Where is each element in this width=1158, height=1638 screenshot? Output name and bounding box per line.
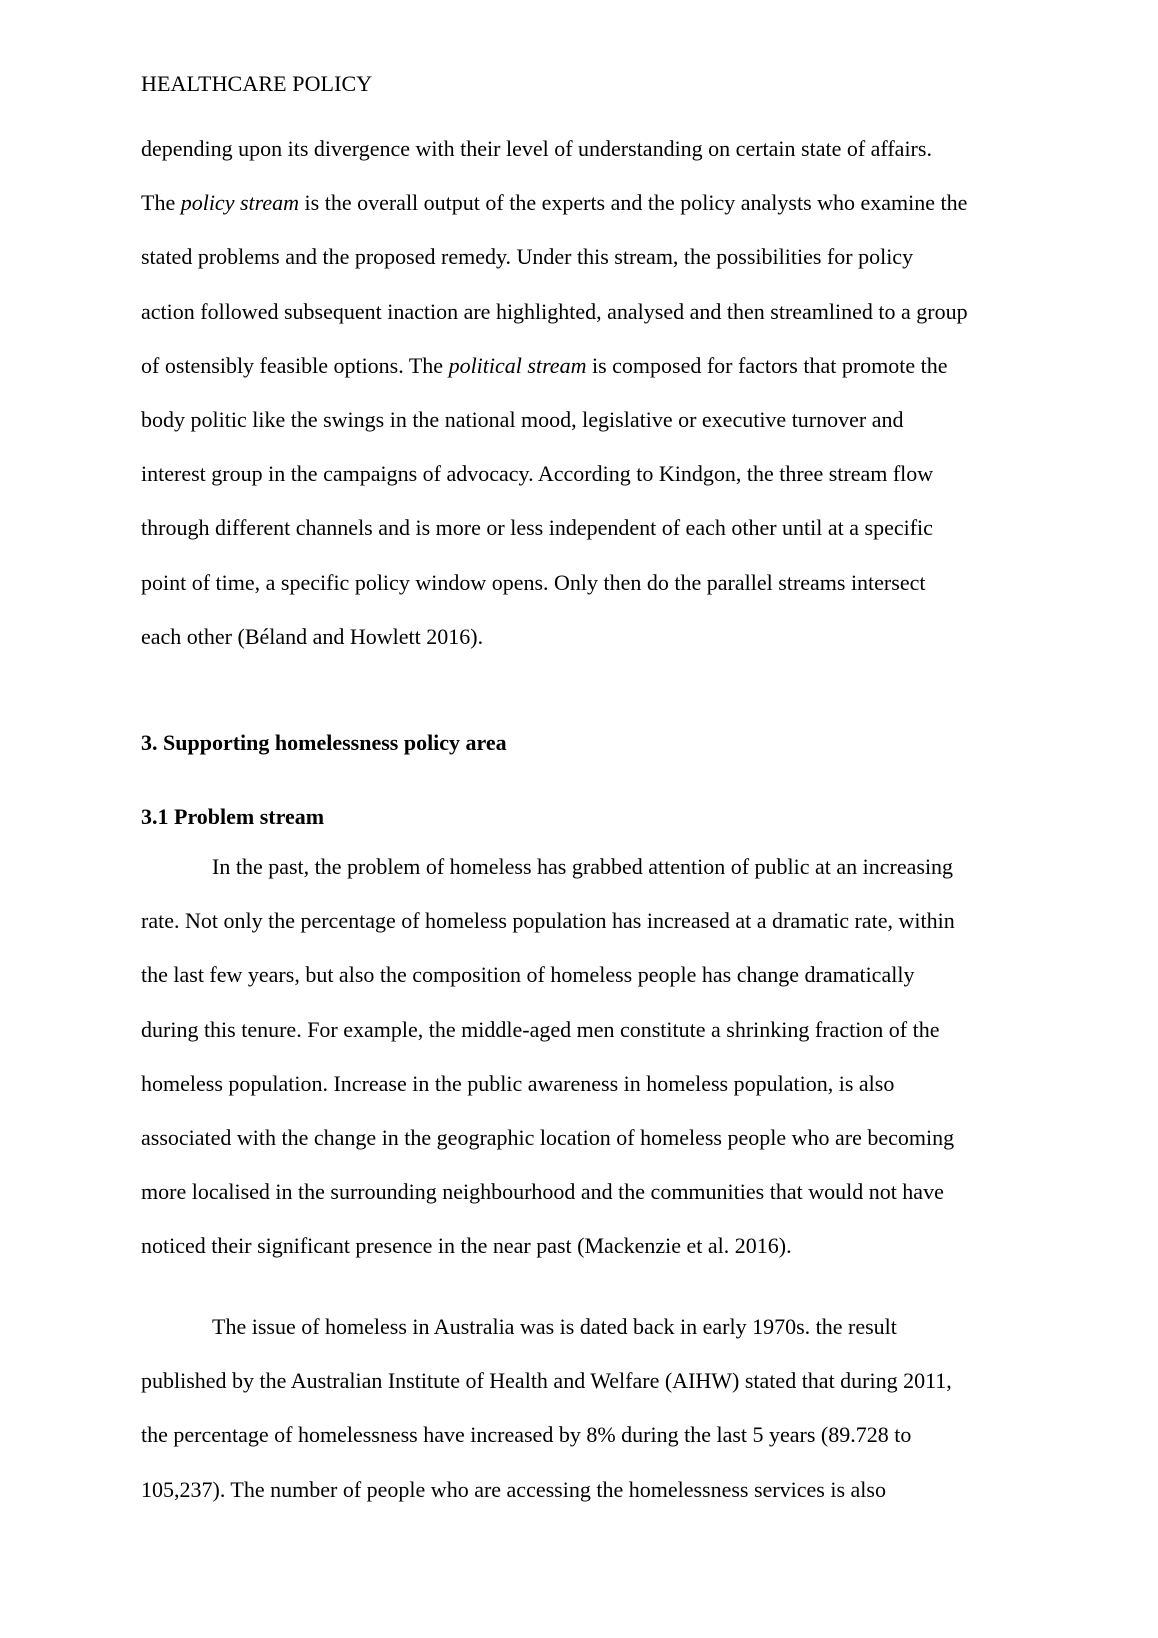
text-line: through different channels and is more or less independent of each other until at a specific bbox=[141, 515, 933, 541]
term-policy-stream: policy stream bbox=[180, 190, 300, 216]
paragraph-australia-homelessness bbox=[141, 1300, 1041, 1517]
text-line: In the past, the problem of homeless has grabbed attention of public at an increasing bbox=[212, 854, 954, 879]
text-line: rate. Not only the percentage of homeless population has increased at a dramatic rate, within bbox=[141, 908, 955, 934]
text-line: of ostensibly feasible options. The political stream is composed for factors that promote the bbox=[141, 352, 948, 378]
text-line: published by the Australian Institute of Health and Welfare (AIHW) stated that during 2011, bbox=[141, 1368, 952, 1394]
section-heading-3-1: 3.1 Problem stream bbox=[141, 804, 325, 829]
section-heading-3: 3. Supporting homelessness policy area bbox=[141, 730, 507, 755]
text-line: body politic like the swings in the national mood, legislative or executive turnover and bbox=[141, 406, 904, 432]
text-line: the last few years, but also the composition of homeless people has change dramatically bbox=[141, 962, 915, 988]
text-line: The policy stream is the overall output of the experts and the policy analysts who examine the bbox=[141, 190, 968, 216]
paragraph-policy-political-streams bbox=[141, 122, 1041, 664]
text-line: associated with the change in the geographic location of homeless people who are becoming bbox=[141, 1124, 955, 1150]
text-line: The issue of homeless in Australia was is dated back in early 1970s. the result bbox=[212, 1314, 897, 1339]
text-line: more localised in the surrounding neighbourhood and the communities that would not have bbox=[141, 1179, 944, 1205]
running-head: HEALTHCARE POLICY bbox=[141, 71, 373, 96]
text-line: the percentage of homelessness have increased by 8% during the last 5 years (89.728 to bbox=[141, 1422, 912, 1448]
text-line: interest group in the campaigns of advocacy. According to Kindgon, the three stream flow bbox=[141, 461, 934, 487]
text-line: during this tenure. For example, the middle-aged men constitute a shrinking fraction of the bbox=[141, 1016, 940, 1042]
text-line: each other (Béland and Howlett 2016). bbox=[141, 623, 484, 649]
term-political-stream: political stream bbox=[448, 352, 587, 378]
text-line: noticed their significant presence in the near past (Mackenzie et al. 2016). bbox=[141, 1233, 792, 1259]
text-line: stated problems and the proposed remedy. Under this stream, the possibilities for policy bbox=[141, 244, 914, 270]
text-line: 105,237). The number of people who are accessing the homelessness services is also bbox=[141, 1476, 886, 1502]
text-line: homeless population. Increase in the public awareness in homeless population, is also bbox=[141, 1070, 895, 1096]
paragraph-problem-stream bbox=[141, 840, 1041, 1274]
text-line: depending upon its divergence with their level of understanding on certain state of affairs. bbox=[141, 136, 932, 161]
text-line: action followed subsequent inaction are highlighted, analysed and then streamlined to a group bbox=[141, 298, 968, 324]
text-line: point of time, a specific policy window opens. Only then do the parallel streams intersect bbox=[141, 569, 926, 595]
